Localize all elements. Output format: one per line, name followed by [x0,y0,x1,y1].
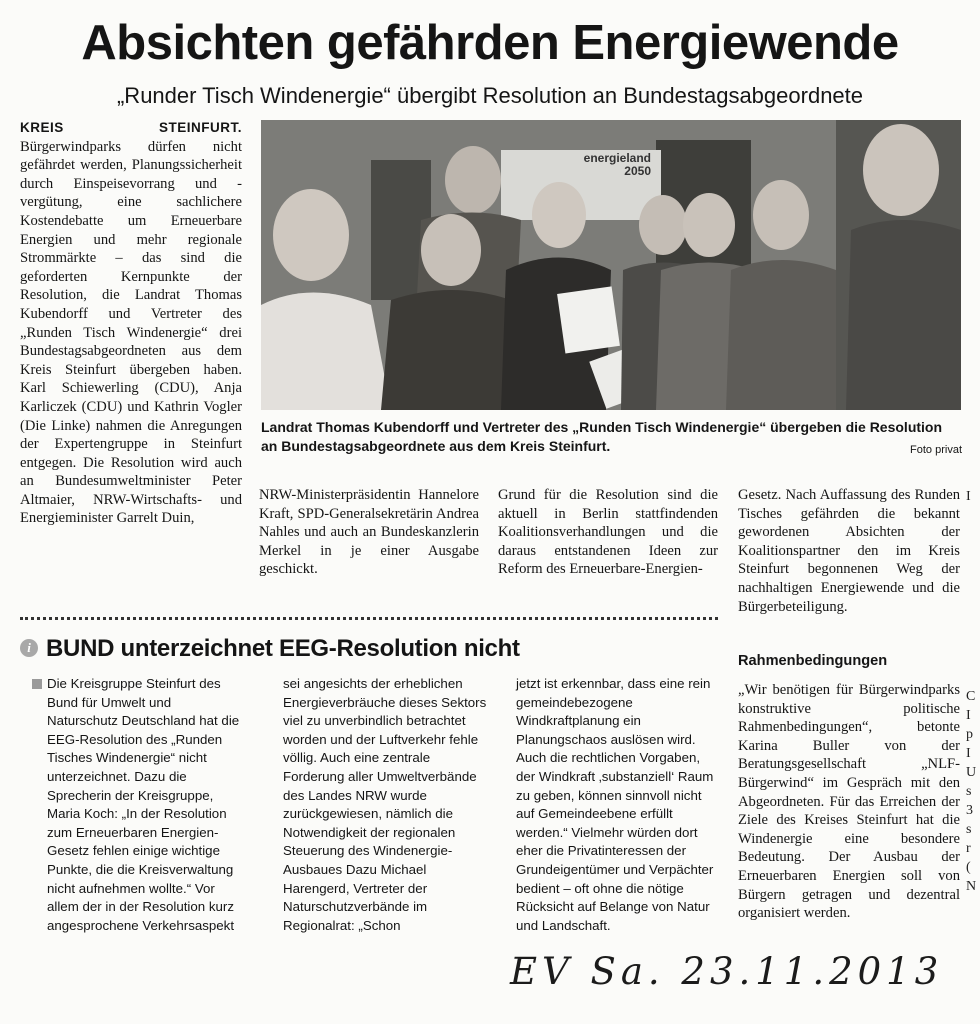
box-divider [20,617,718,620]
article-column-1 [20,119,242,599]
headline: Absichten gefährden Energiewende [81,16,899,70]
square-bullet-icon [32,679,42,689]
edge-fragment: U [966,765,977,780]
box-title: BUND unterzeichnet EEG-Resolution nicht [46,635,520,662]
article-photo [261,120,961,410]
photo-credit: Foto privat [910,444,962,456]
article-subhead-rahmenbedingungen: Rahmenbedingungen [738,653,888,669]
photo-caption: Landrat Thomas Kubendorff und Vertreter des „Runden Tisch Windenergie“ übergeben die Resolution an Bundestagsabgeordnete aus dem Kreis Steinfurt. [261,419,943,454]
edge-fragment: 3 [966,803,973,818]
article-text-col1: Bürgerwindparks dürfen nicht gefährdet werden, Planungssicherheit durch Einspeisevorrang und -vergütung, eine sachlichere Kostendebatte um Erneuerbare Energien und mehr regionale Strommärkte – das sind die geforderten Kernpunkte der Resolution, die Landrat Thomas Kubendorff und Vertreter des „Runden Tisch Windenergie“ drei Bundestagsabgeordneten aus dem Kreis Steinfurt übergeben haben. Karl Schiewerling (CDU), Anja Karliczek (CDU) und Kathrin Vogler (Die Linke) nahmen die Anregungen der Expertengruppe in Steinfurt entgegen. Die Resolution wird auch an Bundesumweltminister Peter Altmaier, NRW-Wirtschafts- und Energieminister Garrelt Duin, [20,138,242,527]
edge-fragment: N [966,879,977,894]
edge-fragment: I [966,489,971,504]
article-dateline: KREIS STEINFURT. [20,120,242,135]
box-column-1: Die Kreisgruppe Steinfurt des Bund für Umwelt und Naturschutz Deutschland hat die EEG-Resolution des „Runden Tisches Windenergie“ nicht unterzeichnet. Dazu die Sprecherin der Kreisgruppe, Maria Koch: „In der Resolution zum Erneuerbaren Energien-Gesetz fehlen einige wichtige Punkte, die die Kreisverwaltung nicht aufnehmen wollte.“ Vor allem der in der Resolution kurz angesprochene Verkehrsaspekt [47,676,240,933]
edge-fragment: I [966,746,971,761]
handwritten-date-note: EV Sa. 23.11.2013 [510,950,944,993]
article-column-4b: „Wir benötigen für Bürgerwindparks konstruktive politische Rahmenbedingungen“, betonte Karina Buller von der Beratungsgesellschaft „NLF-Bürgerwind“ im Gespräch mit den Abgeordneten. Für das Erreichen der Ziele des Kreises Steinfurt hat die Windenergie eine besondere Bedeutung. Der Ausbau der Erneuerbaren Energien soll von Bürgern getragen und dezentral organisiert werden. [738,682,960,922]
box-column-3: jetzt ist erkennbar, dass eine rein gemeindebezogene Windkraftplanung ein Planungschaos auslösen wird. Auch die rechtlichen Vorgaben, der Windkraft ‚substanziell‘ Raum zu geben, können sinnvoll nicht auf Gemeindeebene erfüllt werden.“ Vielmehr würden dort eher die Privatinteressen der Grundeigentümer und Verpächter bedient – oft ohne die nötige Rücksicht auf Belange von Natur und Landschaft. [516,676,714,933]
photo-banner-line2: 2050 [624,164,651,178]
edge-fragment: C [966,689,976,704]
article-column-3: Grund für die Resolution sind die aktuell in Berlin stattfindenden Koalitionsverhandlungen und die daraus entstandenen Ideen zur Reform des Erneuerbare-Energien- [498,487,718,578]
info-icon: i [20,639,38,657]
box-column-2: sei angesichts der erheblichen Energieverbräuche dieses Sektors viel zu unverbindlich betrachtet worden und der Luftverkehr fehle völlig. Auch eine zentrale Forderung aller Umweltverbände des Landes NRW wurde zurückgewiesen, nämlich die Notwendigkeit der regionalen Steuerung des Windenergie-Ausbaues Dazu Michael Harengerd, Vertreter der Naturschutzverbände im Regionalrat: „Schon [283,676,487,933]
edge-fragment: p [966,727,973,742]
edge-fragment: s [966,784,972,799]
subheadline: „Runder Tisch Windenergie“ übergibt Resolution an Bundestagsabgeordnete [116,83,864,108]
article-column-4a: Gesetz. Nach Auffassung des Runden Tisches gefährden die bekannt gewordenen Absichten der Koalitionspartner den im Kreis Steinfurt begonnenen Weg der nachhaltigen Energiewende und die Bürgerbeteiligung. [738,487,960,615]
photo-banner [511,152,651,178]
photo-banner-line1: energieland [583,151,651,165]
edge-fragment: I [966,708,971,723]
edge-fragment: r [966,841,971,856]
article-column-2: NRW-Ministerpräsidentin Hannelore Kraft, SPD-Generalsekretärin Andrea Nahles und auch an Bundeskanzlerin Merkel in je einer Ausgabe geschickt. [259,487,479,578]
edge-fragment: s [966,822,972,837]
edge-fragment: ( [966,860,971,875]
